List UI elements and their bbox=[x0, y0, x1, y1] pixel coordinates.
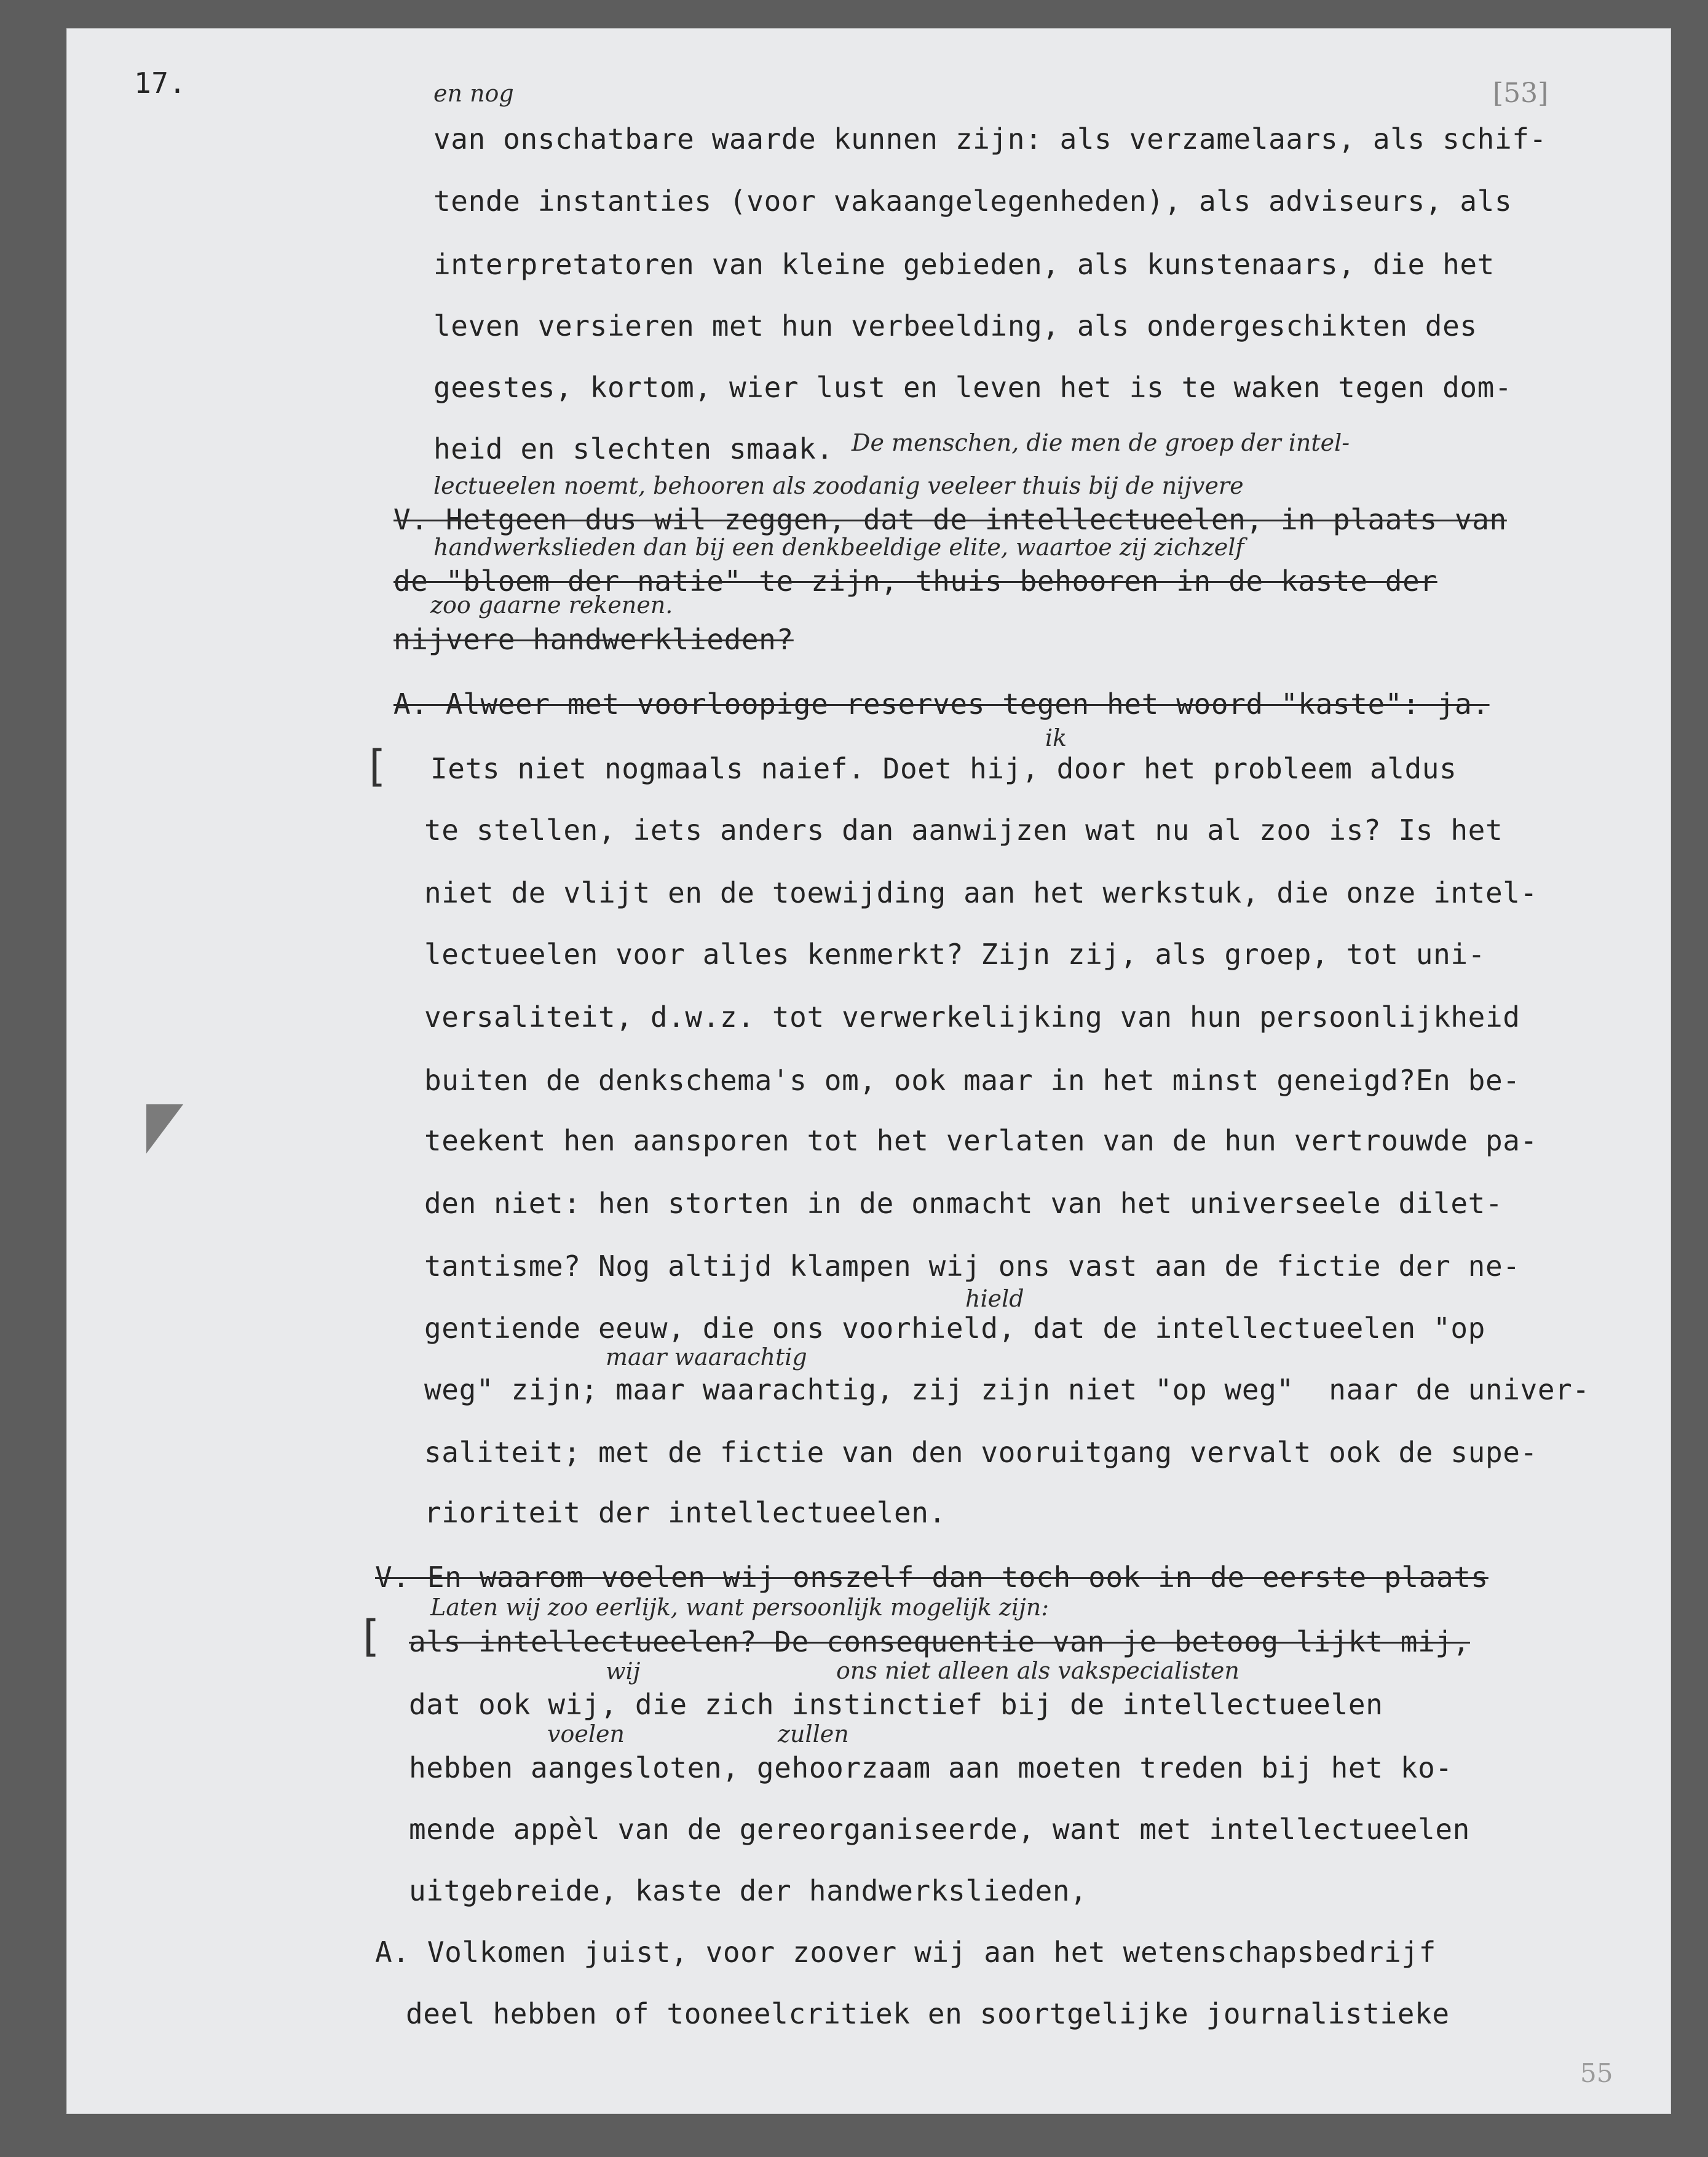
handwritten-insertion: en nog bbox=[433, 80, 514, 107]
folded-corner bbox=[146, 1104, 183, 1154]
archive-reference: [53] bbox=[1493, 77, 1549, 109]
handwritten-note: lectueelen noemt, behooren als zoodanig veeleer thuis bij de nijvere bbox=[433, 472, 1244, 499]
handwritten-note: ons niet alleen als vakspecialisten bbox=[836, 1657, 1239, 1684]
text-line: tende instanties (voor vakaangelegenheden), als adviseurs, als bbox=[433, 184, 1512, 218]
text-line: A. Volkomen juist, voor zoover wij aan het wetenschapsbedrijf bbox=[375, 1936, 1436, 1969]
bracket-mark: [ bbox=[369, 741, 386, 791]
text-line: leven versieren met hun verbeelding, als ondergeschikten des bbox=[433, 309, 1477, 342]
text-line: te stellen, iets anders dan aanwijzen wat nu al zoo is? Is het bbox=[424, 813, 1503, 847]
text-line: weg" zijn; maar waarachtig, zij zijn niet "op weg" naar de univer- bbox=[424, 1373, 1590, 1406]
text-line: teekent hen aansporen tot het verlaten van de hun vertrouwde pa- bbox=[424, 1124, 1538, 1157]
text-line: rioriteit der intellectueelen. bbox=[424, 1496, 946, 1529]
handwritten-note: De menschen, die men de groep der intel- bbox=[852, 429, 1350, 456]
struck-line: nijvere handwerklieden? bbox=[393, 623, 794, 656]
handwritten-note: zoo gaarne rekenen. bbox=[430, 592, 673, 619]
struck-line: de "bloem der natie" te zijn, thuis behooren in de kaste der bbox=[393, 564, 1437, 598]
footer-mark: 55 bbox=[1580, 2058, 1613, 2088]
page-number: 17. bbox=[134, 66, 186, 100]
text-line: hebben aangesloten, gehoorzaam aan moeten treden bij het ko- bbox=[409, 1751, 1453, 1784]
handwritten-insertion: voelen bbox=[547, 1720, 625, 1747]
bracket-mark: [ bbox=[363, 1611, 380, 1661]
text-line: interpretatoren van kleine gebieden, als kunstenaars, die het bbox=[433, 248, 1495, 281]
text-line: lectueelen voor alles kenmerkt? Zijn zij, als groep, tot uni- bbox=[424, 938, 1485, 971]
text-line: deel hebben of tooneelcritiek en soortgelijke journalistieke bbox=[406, 1997, 1450, 2030]
text-line: uitgebreide, kaste der handwerkslieden, bbox=[409, 1874, 1088, 1907]
handwritten-insertion: wij bbox=[606, 1658, 641, 1685]
text-line: mende appèl van de gereorganiseerde, want met intellectueelen bbox=[409, 1813, 1470, 1846]
text-line: Iets niet nogmaals naief. Doet hij, door het probleem aldus bbox=[430, 752, 1457, 785]
text-line: niet de vlijt en de toewijding aan het werkstuk, die onze intel- bbox=[424, 876, 1538, 909]
handwritten-insertion: hield bbox=[965, 1285, 1024, 1312]
handwritten-insertion: maar waarachtig bbox=[606, 1344, 807, 1371]
text-line: geestes, kortom, wier lust en leven het is te waken tegen dom- bbox=[433, 371, 1512, 404]
struck-line: V. En waarom voelen wij onszelf dan toch ook in de eerste plaats bbox=[375, 1561, 1489, 1594]
text-line: saliteit; met de fictie van den vooruitgang vervalt ook de supe- bbox=[424, 1436, 1538, 1469]
text-line: heid en slechten smaak. bbox=[433, 432, 834, 465]
handwritten-note: Laten wij zoo eerlijk, want persoonlijk mogelijk zijn: bbox=[430, 1594, 1050, 1621]
text-line: van onschatbare waarde kunnen zijn: als verzamelaars, als schif- bbox=[433, 122, 1547, 156]
text-line: versaliteit, d.w.z. tot verwerkelijking van hun persoonlijkheid bbox=[424, 1000, 1520, 1034]
text-line: gentiende eeuw, die ons voorhield, dat de intellectueelen "op bbox=[424, 1312, 1485, 1345]
text-line: den niet: hen storten in de onmacht van het universeele dilet- bbox=[424, 1187, 1503, 1220]
handwritten-insertion: ik bbox=[1045, 724, 1067, 751]
text-line: tantisme? Nog altijd klampen wij ons vast aan de fictie der ne- bbox=[424, 1249, 1520, 1283]
struck-line: als intellectueelen? De consequentie van je betoog lijkt mij, bbox=[409, 1625, 1470, 1658]
text-line: dat ook wij, die zich instinctief bij de intellectueelen bbox=[409, 1688, 1383, 1721]
handwritten-insertion: zullen bbox=[778, 1720, 849, 1747]
struck-line: V. Hetgeen dus wil zeggen, dat de intellectueelen, in plaats van bbox=[393, 503, 1507, 536]
handwritten-note: handwerkslieden dan bij een denkbeeldige elite, waartoe zij zichzelf bbox=[433, 534, 1244, 561]
struck-line: A. Alweer met voorloopige reserves tegen het woord "kaste": ja. bbox=[393, 687, 1490, 721]
text-line: buiten de denkschema's om, ook maar in het minst geneigd?En be- bbox=[424, 1064, 1520, 1097]
